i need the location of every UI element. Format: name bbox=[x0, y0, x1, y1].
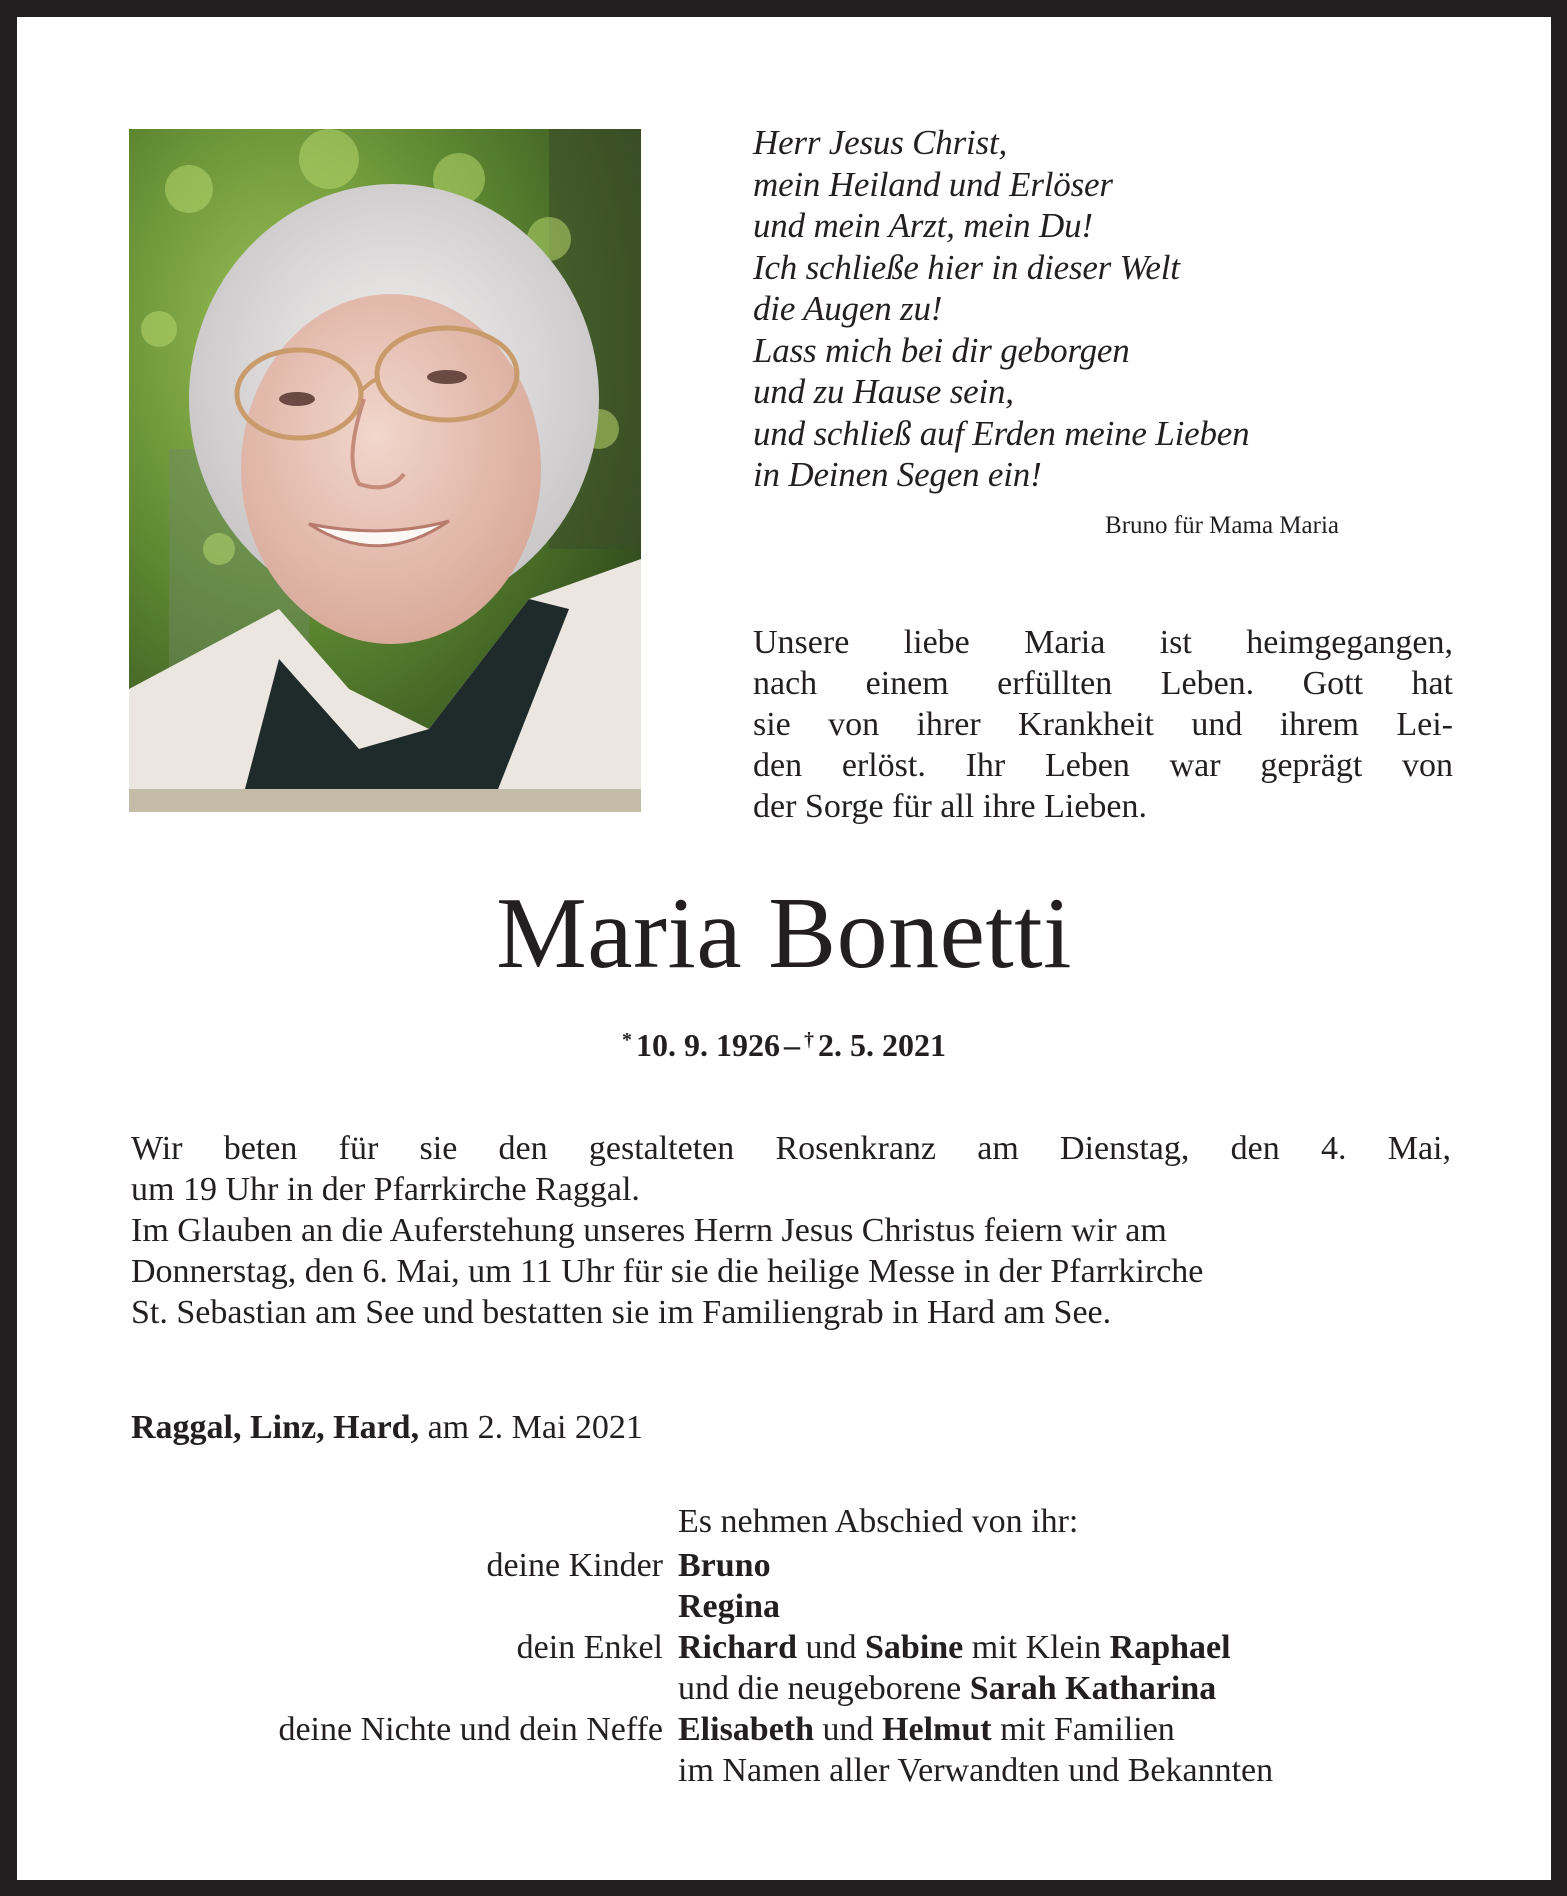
survivor-row bbox=[17, 1750, 1551, 1791]
survivor-names bbox=[678, 1709, 1175, 1750]
intro-line: Unsere liebe Maria ist heimgegangen, bbox=[753, 624, 1453, 661]
date-separator: – bbox=[784, 1027, 800, 1063]
poem-line: in Deinen Segen ein! bbox=[753, 455, 1042, 494]
portrait-photo bbox=[129, 129, 641, 812]
intro-line: sie von ihrer Krankheit und ihrem Lei- bbox=[753, 706, 1453, 743]
place-towns: Raggal, Linz, Hard, bbox=[131, 1409, 420, 1446]
survivor-relation: deine Kinder bbox=[486, 1547, 663, 1584]
birth-star-icon: * bbox=[622, 1029, 632, 1051]
survivor-text: im Namen aller Verwandten und Bekannten bbox=[678, 1752, 1274, 1789]
survivor-name: Richard bbox=[678, 1629, 797, 1666]
death-cross-icon: † bbox=[804, 1029, 814, 1051]
survivor-names bbox=[678, 1586, 780, 1627]
survivor-row bbox=[17, 1668, 1551, 1709]
survivor-name: Bruno bbox=[678, 1547, 771, 1584]
birth-date: 10. 9. 1926 bbox=[636, 1027, 780, 1063]
life-dates bbox=[17, 1020, 1551, 1065]
poem-line: Lass mich bei dir geborgen bbox=[753, 330, 1130, 370]
survivor-relation: dein Enkel bbox=[516, 1629, 663, 1666]
poem bbox=[753, 122, 1373, 496]
survivor-name: Sarah Katharina bbox=[969, 1670, 1217, 1707]
survivor-name: Helmut bbox=[882, 1711, 992, 1748]
service-line: Im Glauben an die Auferstehung unseres Herrn Jesus Christus feiern wir am bbox=[131, 1212, 1167, 1249]
survivor-names bbox=[678, 1668, 1216, 1709]
service-line: um 19 Uhr in der Pfarrkirche Raggal. bbox=[131, 1171, 640, 1208]
survivor-name: Raphael bbox=[1109, 1629, 1231, 1666]
intro-line: nach einem erfüllten Leben. Gott hat bbox=[753, 665, 1453, 702]
place-date: am 2. Mai 2021 bbox=[427, 1409, 643, 1446]
service-line: Wir beten für sie den gestalteten Rosenkranz am Dienstag, den 4. Mai, bbox=[131, 1130, 1451, 1167]
service-paragraph bbox=[131, 1128, 1451, 1333]
place-and-date bbox=[131, 1407, 643, 1448]
survivor-name: Regina bbox=[678, 1588, 780, 1625]
portrait-image bbox=[129, 129, 641, 812]
survivor-row bbox=[17, 1586, 1551, 1627]
intro-line: der Sorge für all ihre Lieben. bbox=[753, 788, 1148, 825]
survivor-row bbox=[17, 1709, 1551, 1750]
survivor-relation: deine Nichte und dein Neffe bbox=[278, 1711, 663, 1748]
poem-line: mein Heiland und Erlöser bbox=[753, 164, 1113, 204]
deceased-name: Maria Bonetti bbox=[496, 877, 1072, 990]
poem-line: und schließ auf Erden meine Lieben bbox=[753, 413, 1250, 453]
survivor-text: und bbox=[797, 1629, 865, 1666]
service-line: Donnerstag, den 6. Mai, um 11 Uhr für sie die heilige Messe in der Pfarrkirche bbox=[131, 1253, 1204, 1290]
poem-line: und mein Arzt, mein Du! bbox=[753, 206, 1093, 245]
death-date: 2. 5. 2021 bbox=[818, 1027, 946, 1063]
poem-line: Herr Jesus Christ, bbox=[753, 123, 1008, 162]
survivor-text: und die neugeborene bbox=[678, 1670, 970, 1707]
survivor-names bbox=[678, 1750, 1273, 1791]
survivor-name: Sabine bbox=[865, 1629, 964, 1666]
survivor-name: Elisabeth bbox=[678, 1711, 815, 1748]
survivor-row bbox=[17, 1545, 1551, 1586]
survivor-names bbox=[678, 1545, 771, 1586]
survivors-heading: Es nehmen Abschied von ihr: bbox=[678, 1503, 1079, 1540]
service-line: St. Sebastian am See und bestatten sie im Familiengrab in Hard am See. bbox=[131, 1294, 1112, 1331]
poem-attribution: Bruno für Mama Maria bbox=[1105, 512, 1339, 539]
intro-line: den erlöst. Ihr Leben war geprägt von bbox=[753, 747, 1453, 784]
survivor-text: mit Klein bbox=[963, 1629, 1110, 1666]
obituary-page bbox=[17, 17, 1551, 1880]
survivor-names bbox=[678, 1627, 1231, 1668]
survivor-text: und bbox=[814, 1711, 883, 1748]
poem-line: und zu Hause sein, bbox=[753, 372, 1014, 411]
intro-paragraph bbox=[753, 622, 1453, 827]
survivor-text: mit Familien bbox=[991, 1711, 1175, 1748]
poem-line: die Augen zu! bbox=[753, 289, 943, 328]
poem-line: Ich schließe hier in dieser Welt bbox=[753, 247, 1180, 287]
survivor-row bbox=[17, 1627, 1551, 1668]
